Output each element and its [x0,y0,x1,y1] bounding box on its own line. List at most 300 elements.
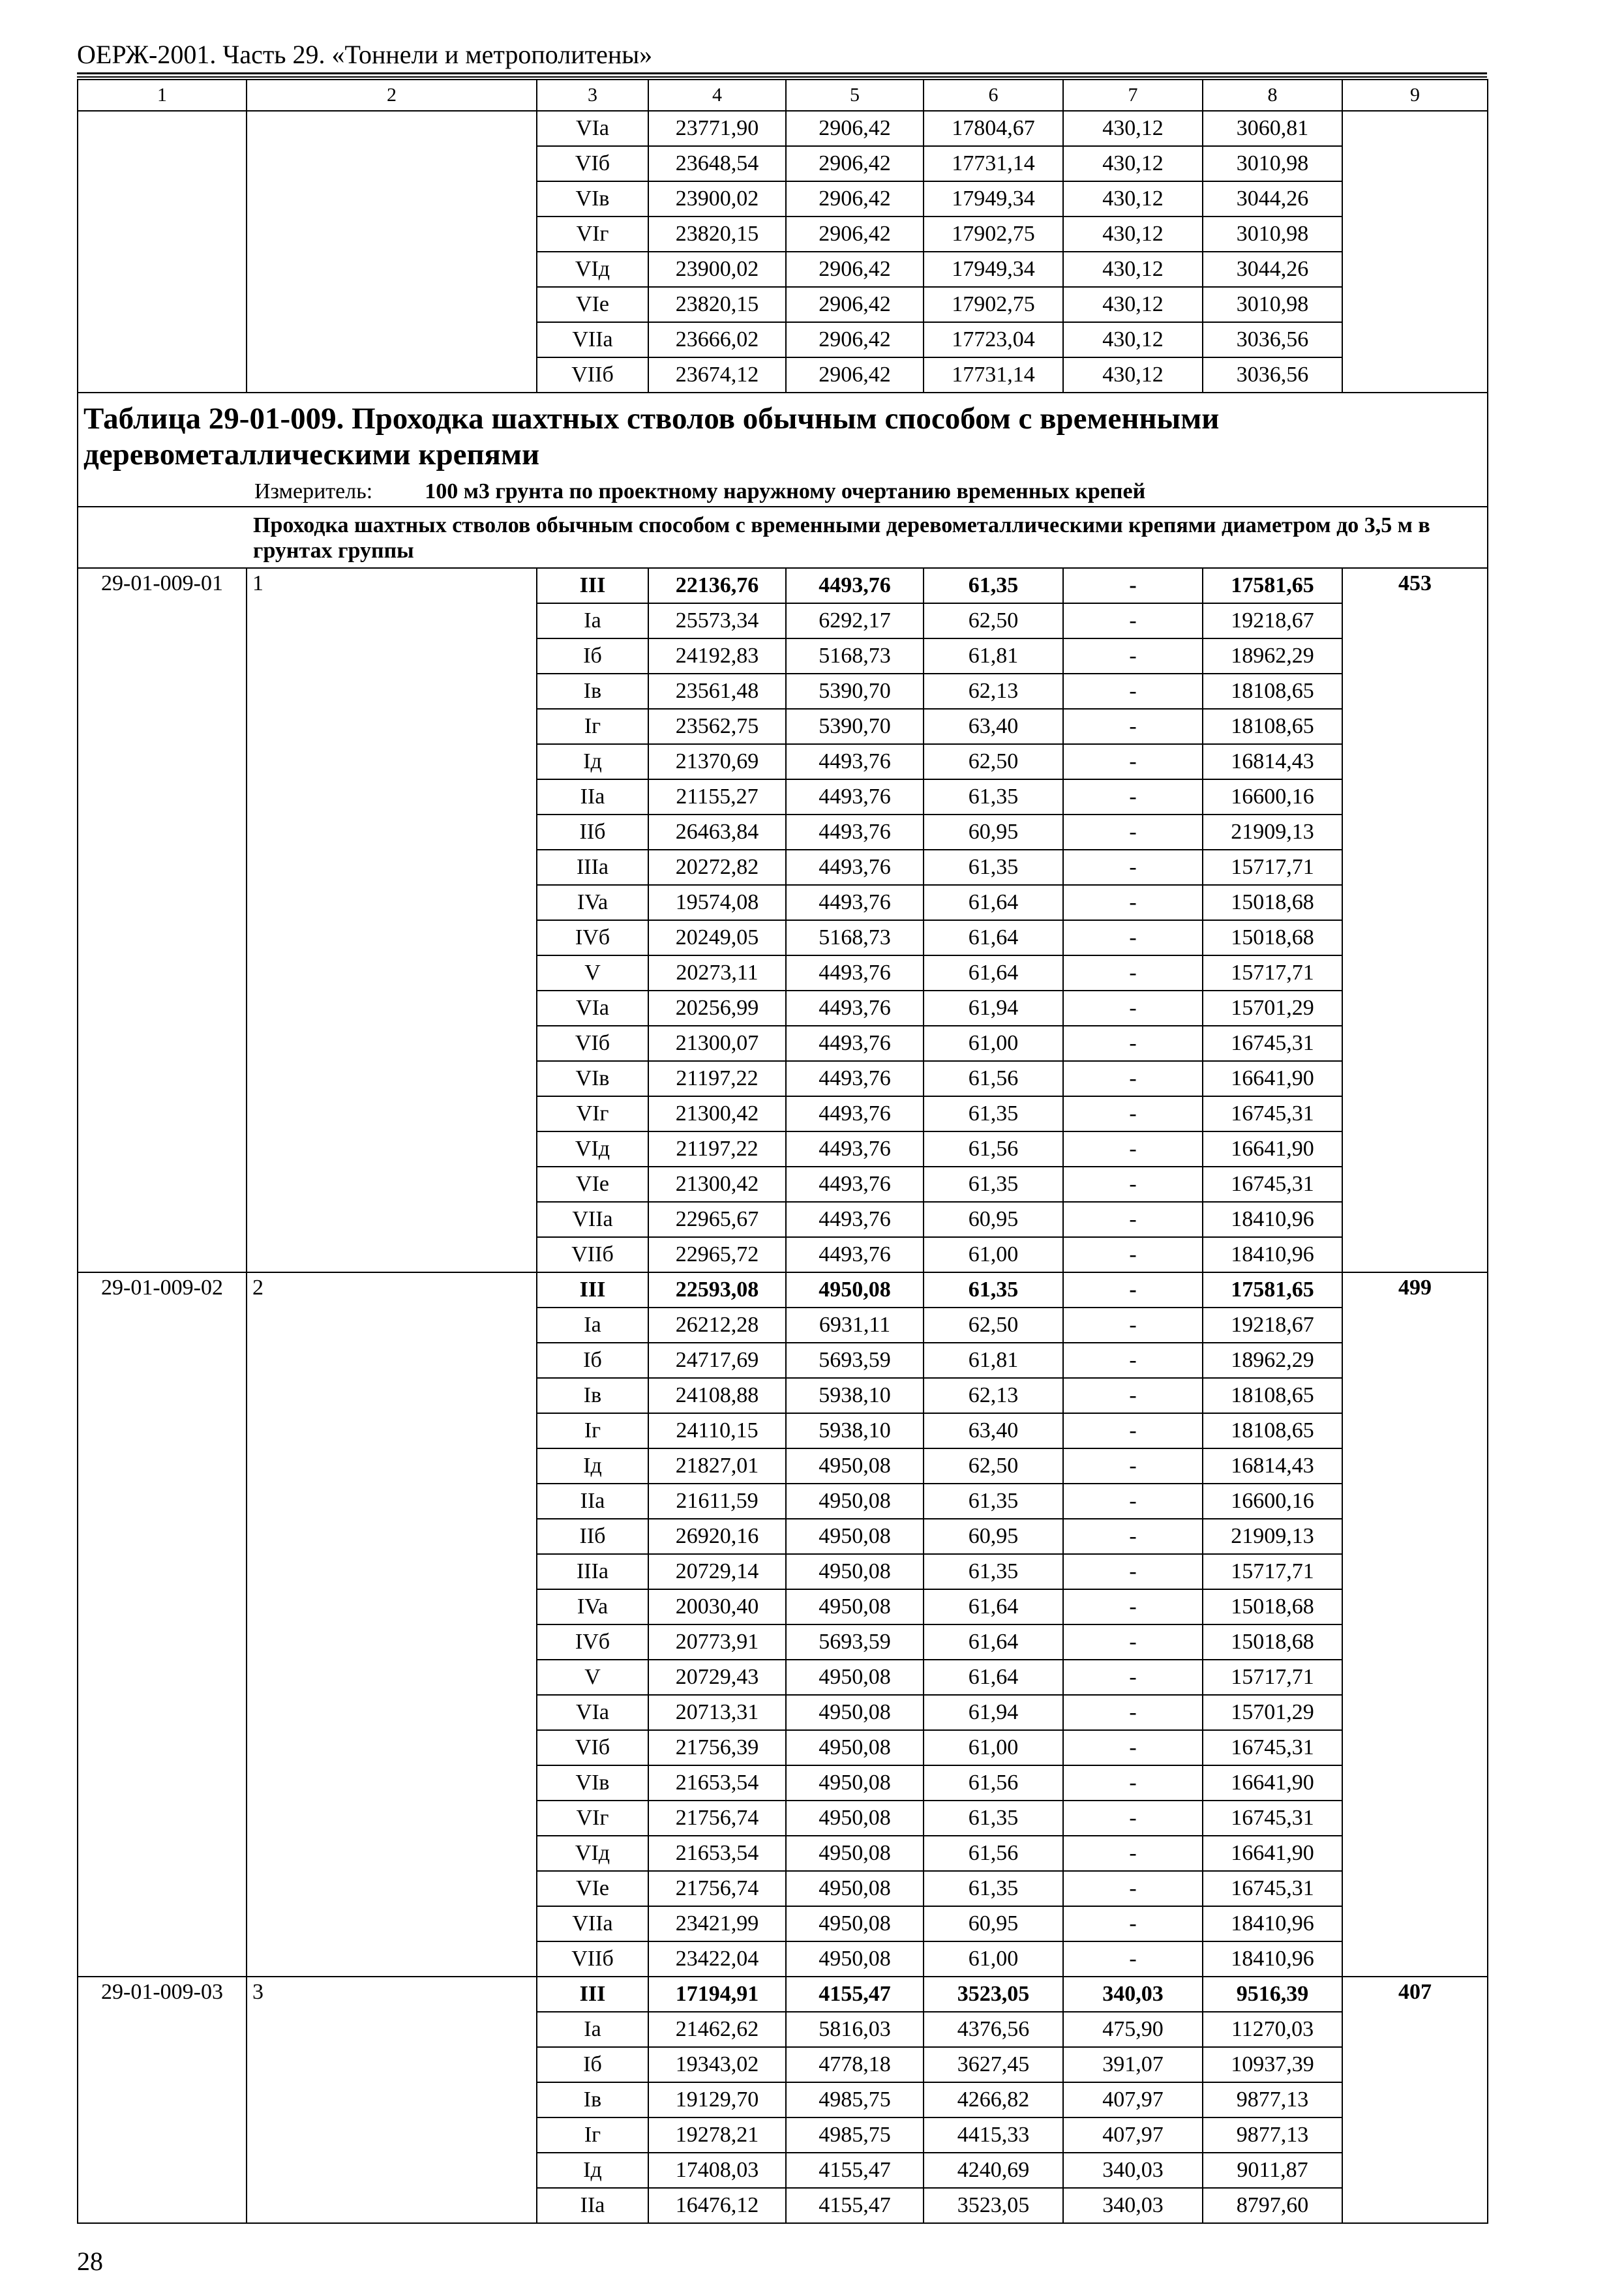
table-cell: 15717,71 [1203,1660,1342,1695]
table-cell: 16814,43 [1203,744,1342,779]
table-cell: - [1063,779,1203,815]
table-cell: 18108,65 [1203,709,1342,744]
table-cell: 61,35 [924,1272,1063,1308]
table-cell: - [1063,1801,1203,1836]
table-cell: 18108,65 [1203,1378,1342,1413]
column-number: 9 [1342,80,1488,111]
table-cell: 17902,75 [924,217,1063,252]
table-cell: 62,13 [924,674,1063,709]
table-cell: 4493,76 [786,955,924,991]
table-cell: - [1063,638,1203,674]
table-cell: - [1063,603,1203,638]
table-cell: 17804,67 [924,111,1063,146]
table-cell: 20272,82 [648,850,786,885]
table-cell: 3523,05 [924,2188,1063,2223]
table-cell: - [1063,1131,1203,1167]
table-cell: - [1063,1308,1203,1343]
table-cell: 4493,76 [786,779,924,815]
table-cell: 4950,08 [786,1836,924,1871]
table-cell: VIa [537,991,648,1026]
table-cell: 407,97 [1063,2082,1203,2117]
table-cell: 21197,22 [648,1061,786,1096]
table-cell: 19278,21 [648,2117,786,2153]
table-cell: 23648,54 [648,146,786,181]
table-cell: Iб [537,638,648,674]
table-cell: 17731,14 [924,357,1063,393]
table-cell: 6292,17 [786,603,924,638]
table-cell: 4493,76 [786,1237,924,1272]
column-9-value: 499 [1342,1272,1488,1977]
table-cell: 5938,10 [786,1413,924,1448]
column-number: 4 [648,80,786,111]
table-cell: 23666,02 [648,322,786,357]
table-cell: 5390,70 [786,709,924,744]
table-cell: - [1063,1871,1203,1906]
column-number-row [78,80,1488,111]
table-cell: 22593,08 [648,1272,786,1308]
table-cell: - [1063,1836,1203,1871]
table-cell: VIе [537,1871,648,1906]
empty-cell [78,111,247,393]
table-cell: 4493,76 [786,815,924,850]
table-cell: 23900,02 [648,252,786,287]
table-cell: 62,50 [924,744,1063,779]
table-cell: 4950,08 [786,1272,924,1308]
table-cell: 61,00 [924,1941,1063,1977]
table-cell: 4950,08 [786,1871,924,1906]
table-cell: 16641,90 [1203,1061,1342,1096]
table-cell: 16745,31 [1203,1096,1342,1131]
table-cell: 430,12 [1063,322,1203,357]
table-cell: 4950,08 [786,1484,924,1519]
table-cell: 16745,31 [1203,1801,1342,1836]
table-cell: 4493,76 [786,991,924,1026]
table-cell: - [1063,1484,1203,1519]
table-cell: 4950,08 [786,1695,924,1730]
table-cell: 10937,39 [1203,2047,1342,2082]
table-cell: - [1063,568,1203,603]
rate-code: 29-01-009-02 [78,1272,247,1977]
table-cell: 18108,65 [1203,1413,1342,1448]
table-cell: 61,94 [924,1695,1063,1730]
page-number: 28 [77,2247,103,2276]
table-cell: 61,94 [924,991,1063,1026]
table-cell: 2906,42 [786,322,924,357]
table-cell: 430,12 [1063,111,1203,146]
table-cell: 4950,08 [786,1554,924,1589]
table-cell: 2906,42 [786,252,924,287]
running-header: ОЕРЖ-2001. Часть 29. «Тоннели и метрополитены» [77,40,653,69]
table-cell: 17949,34 [924,252,1063,287]
table-cell: 4950,08 [786,1519,924,1554]
table-cell: 20729,43 [648,1660,786,1695]
table-cell: 21155,27 [648,779,786,815]
table-cell: VIIб [537,1237,648,1272]
table-cell: 4493,76 [786,1167,924,1202]
table-cell: IVб [537,920,648,955]
table-cell: 23820,15 [648,217,786,252]
table-cell: 3036,56 [1203,357,1342,393]
table-cell: 61,81 [924,1343,1063,1378]
table-cell: Ia [537,1308,648,1343]
table-cell: 20249,05 [648,920,786,955]
table-cell: VIг [537,1096,648,1131]
table-cell: 4950,08 [786,1906,924,1941]
table-cell: VIд [537,1836,648,1871]
table-cell: - [1063,1448,1203,1484]
table-cell: 4493,76 [786,1096,924,1131]
table-cell: 61,56 [924,1836,1063,1871]
table-cell: 61,00 [924,1237,1063,1272]
table-cell: 21653,54 [648,1836,786,1871]
rate-name: 2 [247,1272,537,1977]
table-cell: - [1063,991,1203,1026]
table-cell: Iг [537,1413,648,1448]
table-cell: VIб [537,1026,648,1061]
table-cell: 61,64 [924,1589,1063,1624]
table-cell: - [1063,1589,1203,1624]
table-cell: - [1063,674,1203,709]
table-cell: III [537,1272,648,1308]
table-cell: 21462,62 [648,2012,786,2047]
table-cell: 61,35 [924,1167,1063,1202]
table-cell: 407,97 [1063,2117,1203,2153]
table-cell: 430,12 [1063,287,1203,322]
table-cell: 4155,47 [786,1977,924,2012]
table-cell: - [1063,1272,1203,1308]
table-cell: 340,03 [1063,2188,1203,2223]
table-cell: 430,12 [1063,217,1203,252]
table-cell: IIa [537,779,648,815]
table-cell: 19343,02 [648,2047,786,2082]
table-cell: 61,64 [924,955,1063,991]
table-cell: 9011,87 [1203,2153,1342,2188]
table-cell: 61,56 [924,1061,1063,1096]
table-cell: 16476,12 [648,2188,786,2223]
table-cell: IIa [537,1484,648,1519]
table-cell: 430,12 [1063,146,1203,181]
table-cell: 18962,29 [1203,638,1342,674]
table-cell: 23562,75 [648,709,786,744]
table-cell: 4950,08 [786,1801,924,1836]
table-cell: 21300,42 [648,1167,786,1202]
rate-code: 29-01-009-01 [78,568,247,1272]
table-title-row [78,393,1488,477]
table-cell: 21653,54 [648,1765,786,1801]
column-number: 7 [1063,80,1203,111]
table-cell: 4493,76 [786,885,924,920]
table-cell: 23421,99 [648,1906,786,1941]
rate-code: 29-01-009-03 [78,1977,247,2223]
table-cell: - [1063,1906,1203,1941]
table-cell: 61,64 [924,1624,1063,1660]
table-cell: - [1063,1061,1203,1096]
table-cell: VIв [537,1765,648,1801]
table-cell: 5168,73 [786,920,924,955]
table-cell: Iг [537,709,648,744]
table-cell: IVa [537,1589,648,1624]
table-cell: 16600,16 [1203,1484,1342,1519]
table-cell: 61,35 [924,850,1063,885]
table-cell: 4493,76 [786,568,924,603]
rate-name: 3 [247,1977,537,2223]
table-cell: VIa [537,1695,648,1730]
table-cell: 16745,31 [1203,1730,1342,1765]
table-cell: 21909,13 [1203,1519,1342,1554]
table-cell: 26212,28 [648,1308,786,1343]
table-cell: 4415,33 [924,2117,1063,2153]
table-cell: 22965,72 [648,1237,786,1272]
table-cell: 4266,82 [924,2082,1063,2117]
table-cell: 3036,56 [1203,322,1342,357]
table-cell: VIг [537,217,648,252]
table-cell: 4493,76 [786,1026,924,1061]
table-cell: VIIб [537,357,648,393]
table-cell: 19129,70 [648,2082,786,2117]
table-cell: VIa [537,111,648,146]
table-cell: IIa [537,2188,648,2223]
table-cell: 61,35 [924,1096,1063,1131]
table-cell: Iд [537,744,648,779]
table-cell: 62,50 [924,1448,1063,1484]
table-cell: - [1063,1554,1203,1589]
table-cell: 4376,56 [924,2012,1063,2047]
table-cell: 16745,31 [1203,1026,1342,1061]
table-cell: 24717,69 [648,1343,786,1378]
table-cell: 21756,39 [648,1730,786,1765]
table-cell: 17408,03 [648,2153,786,2188]
table-cell: 4950,08 [786,1660,924,1695]
table-cell: Iв [537,674,648,709]
table-cell: 430,12 [1063,357,1203,393]
group-base-row [78,1272,1488,1308]
table-cell: 22136,76 [648,568,786,603]
table-cell: 60,95 [924,1519,1063,1554]
table-cell: 20273,11 [648,955,786,991]
table-cell: 63,40 [924,709,1063,744]
table-cell: 4778,18 [786,2047,924,2082]
table-cell: 3523,05 [924,1977,1063,2012]
table-cell: 24110,15 [648,1413,786,1448]
table-cell: 9516,39 [1203,1977,1342,2012]
table-cell: 21827,01 [648,1448,786,1484]
table-cell: V [537,1660,648,1695]
header-rule [77,72,1487,74]
table-cell: 18410,96 [1203,1941,1342,1977]
table-cell: 20729,14 [648,1554,786,1589]
table-cell: 61,35 [924,779,1063,815]
table-cell: - [1063,815,1203,850]
table-cell: - [1063,1730,1203,1765]
table-cell: 3010,98 [1203,287,1342,322]
table-cell: 20713,31 [648,1695,786,1730]
table-cell: 15717,71 [1203,955,1342,991]
table-cell: 61,56 [924,1765,1063,1801]
table-cell: 21300,07 [648,1026,786,1061]
table-cell: 23771,90 [648,111,786,146]
table-cell: 2906,42 [786,357,924,393]
table-cell: Iг [537,2117,648,2153]
table-cell: 61,35 [924,1801,1063,1836]
table-cell: VIб [537,146,648,181]
table-cell: 4493,76 [786,850,924,885]
table-cell: 21370,69 [648,744,786,779]
column-number: 6 [924,80,1063,111]
table-cell: Iд [537,2153,648,2188]
table-cell: 15018,68 [1203,1624,1342,1660]
table-cell: 9877,13 [1203,2117,1342,2153]
table-cell: 16745,31 [1203,1167,1342,1202]
empty-cell [1342,111,1488,393]
table-cell: 3044,26 [1203,252,1342,287]
table-cell: 20773,91 [648,1624,786,1660]
empty-cell [247,111,537,393]
table-cell: 16641,90 [1203,1131,1342,1167]
table-cell: Iд [537,1448,648,1484]
table-cell: 60,95 [924,1202,1063,1237]
table-cell: 4950,08 [786,1730,924,1765]
table-cell: 18410,96 [1203,1237,1342,1272]
table-cell: 62,50 [924,1308,1063,1343]
table-cell: Iв [537,2082,648,2117]
table-cell: 61,64 [924,1660,1063,1695]
table-cell: - [1063,1941,1203,1977]
table-cell: 20030,40 [648,1589,786,1624]
table-cell: - [1063,955,1203,991]
table-cell: - [1063,1202,1203,1237]
table-subheading: Проходка шахтных стволов обычным способом с временными деревометаллическими крепями диаметром до 3,5 м в грунтах группы [78,507,1488,568]
table-cell: 23674,12 [648,357,786,393]
table-cell: 18410,96 [1203,1906,1342,1941]
table-cell: 4950,08 [786,1589,924,1624]
table-cell: - [1063,1237,1203,1272]
table-cell: III [537,1977,648,2012]
table-cell: VIв [537,181,648,217]
table-cell: 5938,10 [786,1378,924,1413]
table-cell: 2906,42 [786,217,924,252]
header-rule-thin [77,76,1487,78]
measure-value: 100 м3 грунта по проектному наружному очертанию временных крепей [425,479,1146,503]
table-cell: 8797,60 [1203,2188,1342,2223]
table-cell: - [1063,885,1203,920]
table-cell: 62,50 [924,603,1063,638]
table-cell: 61,35 [924,568,1063,603]
table-cell: - [1063,850,1203,885]
table-cell: 19218,67 [1203,603,1342,638]
table-cell: 21756,74 [648,1871,786,1906]
table-cell: 18962,29 [1203,1343,1342,1378]
estimate-table [77,79,1488,2224]
table-cell: - [1063,1413,1203,1448]
table-cell: 21756,74 [648,1801,786,1836]
table-cell: 475,90 [1063,2012,1203,2047]
table-cell: 62,13 [924,1378,1063,1413]
table-cell: 16814,43 [1203,1448,1342,1484]
table-cell: 61,64 [924,920,1063,955]
table-cell: 3010,98 [1203,217,1342,252]
table-cell: IIб [537,815,648,850]
table-cell: 6931,11 [786,1308,924,1343]
column-9-value: 453 [1342,568,1488,1272]
table-cell: IIIa [537,850,648,885]
table-cell: 2906,42 [786,287,924,322]
table-cell: Ia [537,603,648,638]
table-cell: 17902,75 [924,287,1063,322]
table-cell: 61,56 [924,1131,1063,1167]
table-cell: 4240,69 [924,2153,1063,2188]
table-cell: 4985,75 [786,2117,924,2153]
table-cell: 26920,16 [648,1519,786,1554]
table-cell: 4493,76 [786,1061,924,1096]
table-cell: 23422,04 [648,1941,786,1977]
column-number: 3 [537,80,648,111]
table-cell: 61,35 [924,1871,1063,1906]
table-cell: VIб [537,1730,648,1765]
table-cell: 63,40 [924,1413,1063,1448]
group-base-row [78,1977,1488,2012]
table-cell: 4155,47 [786,2153,924,2188]
table-cell: 15018,68 [1203,920,1342,955]
table-cell: 4985,75 [786,2082,924,2117]
table-cell: 19218,67 [1203,1308,1342,1343]
table-cell: 19574,08 [648,885,786,920]
table-cell: 4950,08 [786,1765,924,1801]
table-cell: 22965,67 [648,1202,786,1237]
table-cell: - [1063,1695,1203,1730]
table-cell: 3627,45 [924,2047,1063,2082]
table-cell: VIIa [537,322,648,357]
table-cell: 17949,34 [924,181,1063,217]
table-cell: - [1063,1343,1203,1378]
table-cell: 340,03 [1063,1977,1203,2012]
table-cell: VIв [537,1061,648,1096]
table-cell: 17194,91 [648,1977,786,2012]
table-cell: VIг [537,1801,648,1836]
table-cell: 3044,26 [1203,181,1342,217]
table-cell: - [1063,1519,1203,1554]
table-cell: Iб [537,2047,648,2082]
table-cell: 61,35 [924,1484,1063,1519]
table-cell: 16745,31 [1203,1871,1342,1906]
table-cell: V [537,955,648,991]
table-cell: 18410,96 [1203,1202,1342,1237]
table-cell: 2906,42 [786,111,924,146]
table-cell: 25573,34 [648,603,786,638]
column-number: 2 [247,80,537,111]
table-cell: 23900,02 [648,181,786,217]
table-cell: 15701,29 [1203,991,1342,1026]
table-cell: IIб [537,1519,648,1554]
table-cell: 9877,13 [1203,2082,1342,2117]
table-cell: VIIб [537,1941,648,1977]
table-cell: 5168,73 [786,638,924,674]
table-cell: 5693,59 [786,1624,924,1660]
table-cell: 4950,08 [786,1448,924,1484]
table-cell: 17581,65 [1203,568,1342,603]
table-cell: VIд [537,252,648,287]
table-cell: VIIa [537,1202,648,1237]
table-cell: 21909,13 [1203,815,1342,850]
table-cell: 61,00 [924,1026,1063,1061]
table-cell: 340,03 [1063,2153,1203,2188]
table-cell: 2906,42 [786,181,924,217]
column-number: 8 [1203,80,1342,111]
table-cell: 3060,81 [1203,111,1342,146]
table-cell: Iб [537,1343,648,1378]
table-cell: - [1063,1167,1203,1202]
table-cell: 16600,16 [1203,779,1342,815]
table-cell: 61,00 [924,1730,1063,1765]
